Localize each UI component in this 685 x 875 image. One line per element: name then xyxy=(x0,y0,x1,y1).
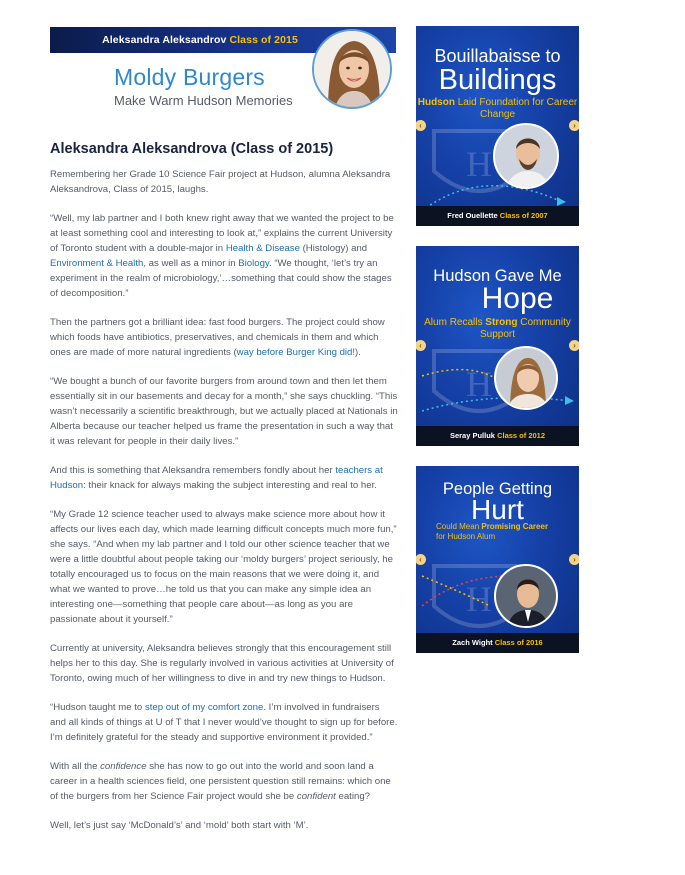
card-title-line1: Bouillabaisse to xyxy=(434,46,561,66)
paragraph-10: Well, let’s just say ‘McDonald’s’ and ‘mold’ both start with ‘M’. xyxy=(50,820,309,831)
card-footer-class: Class of 2012 xyxy=(497,431,546,440)
card-subtitle-bold: Strong xyxy=(485,317,518,328)
hero-subtitle: Make Warm Hudson Memories xyxy=(114,93,293,108)
text: eating? xyxy=(335,791,370,802)
paragraph-7: Currently at university, Aleksandra believes strongly that this encouragement still helps her to this day. She is regularly involved in various activities at University of Toronto, owing much of her willingness to dive in and try new things to Hudson. xyxy=(50,643,394,684)
text: With all the xyxy=(50,761,101,772)
text: Then the partners got a brilliant idea: fast food burgers. The project could show which foods have antibiotics, preservatives, and chemicals in them and which ones are made of more natural ingredients ( xyxy=(50,317,385,358)
svg-text:H: H xyxy=(466,144,492,184)
card-subtitle xyxy=(416,522,579,542)
text: (Histology) and xyxy=(299,243,368,254)
link-environment-health[interactable]: Environment & Health xyxy=(50,258,144,269)
paragraph-3 xyxy=(50,315,398,360)
card-title-line1: People Getting xyxy=(442,480,553,498)
card-subtitle-bold: Hudson xyxy=(417,97,455,108)
svg-text:H: H xyxy=(466,364,492,404)
chevron-left-icon[interactable]: ‹ xyxy=(416,554,426,565)
chevron-right-icon[interactable]: › xyxy=(569,554,579,565)
paragraph-8 xyxy=(50,700,398,745)
hero-strip-class: Class of 2015 xyxy=(229,34,298,46)
hero-portrait xyxy=(312,29,392,109)
article-body xyxy=(50,141,398,847)
hero-title: Moldy Burgers xyxy=(114,64,265,90)
card-footer xyxy=(416,206,579,226)
chevron-right-icon[interactable]: › xyxy=(569,120,579,131)
card-subtitle-text: Laid Foundation for Career Change xyxy=(454,97,578,120)
chevron-right-icon[interactable]: › xyxy=(569,340,579,351)
text: : their knack for always making the subject interesting and real to her. xyxy=(83,480,377,491)
paragraph-5 xyxy=(50,463,398,493)
card-title-line2: Buildings xyxy=(438,64,557,96)
promo-card-hope[interactable] xyxy=(416,246,579,446)
card-portrait xyxy=(494,564,558,628)
card-subtitle-text: Community Support xyxy=(479,317,571,340)
card-title-line1: Hudson Gave Me xyxy=(433,267,562,285)
text: she has now to go out into the world and soon land a career in a health sciences field, one persistent question still remains: which one of the burgers from her Science Fair project would she be xyxy=(50,761,391,802)
paragraph-9 xyxy=(50,759,398,804)
hero-banner xyxy=(50,27,396,109)
card-footer-class: Class of 2007 xyxy=(499,211,548,220)
card-subtitle xyxy=(416,97,579,121)
paragraph-2 xyxy=(50,211,398,301)
card-portrait xyxy=(493,123,559,189)
portrait-man-icon xyxy=(496,566,558,628)
link-comfort-zone[interactable]: step out of my comfort zone xyxy=(144,702,264,713)
card-footer-class: Class of 2016 xyxy=(494,638,543,647)
card-subtitle-text: Alum Recalls xyxy=(424,317,486,328)
card-subtitle xyxy=(416,317,579,341)
paragraph-6: “My Grade 12 science teacher used to always make science more about how it affects our lives each day, which made learning difficult concepts much more fun,” she says. “And when my lab partner and I told our other science teacher that we were a little doubtful about people taking our ‘moldy burgers’ project seriously, he totally encouraged us to focus on the main reasons that we were doing it, and what we wanted to prove…he told us that you can make any simple idea an interesting one—something that people care about—as long as you are passionate about it yourself.” xyxy=(50,509,397,625)
link-burger-king[interactable]: way before Burger King did! xyxy=(236,347,356,358)
text: ). xyxy=(355,347,361,358)
paragraph-1: Remembering her Grade 10 Science Fair project at Hudson, alumna Aleksandra Aleksandrova, Class of 2015, laughs. xyxy=(50,169,391,195)
paragraph-4: “We bought a bunch of our favorite burgers from around town and then let them essentially sit in our basements and decay for a month,” she says chuckling. “This wasn’t necessarily a scientific breakthrough, but we actually placed at Nationals in Alberta because our teacher helped us frame the presentation in such a way that it was relevant for people in their daily lives.” xyxy=(50,376,398,447)
link-health-disease[interactable]: Health & Disease xyxy=(225,243,300,254)
link-biology[interactable]: Biology xyxy=(238,258,270,269)
hero-strip-name: Aleksandra Aleksandrov xyxy=(102,34,227,46)
card-subtitle-text: Could Mean xyxy=(436,522,482,531)
card-footer-name: Fred Ouellette xyxy=(447,211,498,220)
card-subtitle-text: for Hudson Alum xyxy=(436,532,496,541)
text: “Well, my lab partner and I both knew right away that we wanted the project to be at least something cool and interesting to look at,” explains the current University of Toronto student with a double-major in xyxy=(50,213,394,254)
emphasis: confident xyxy=(296,791,336,802)
article-heading: Aleksandra Aleksandrova (Class of 2015) xyxy=(50,141,334,157)
text: And this is something that Aleksandra remembers fondly about her xyxy=(50,465,336,476)
card-footer xyxy=(416,426,579,446)
text: . “We thought, ‘let’s try an experiment in the realm of microbiology,’…something that could show the stages of decomposition.” xyxy=(50,258,392,299)
portrait-woman-icon xyxy=(314,31,392,109)
chevron-left-icon[interactable]: ‹ xyxy=(416,120,426,131)
chevron-left-icon[interactable]: ‹ xyxy=(416,340,426,351)
card-subtitle-bold: Promising Career xyxy=(481,522,549,531)
text: , as well as a minor in xyxy=(143,258,239,269)
emphasis: confidence xyxy=(100,761,147,772)
link-teachers-at-hudson[interactable]: teachers at Hudson xyxy=(50,465,383,491)
card-footer-name: Zach Wight xyxy=(452,638,493,647)
svg-text:H: H xyxy=(466,579,492,619)
promo-card-bouillabaisse[interactable] xyxy=(416,26,579,226)
card-footer-name: Seray Pulluk xyxy=(449,431,495,440)
hero-strip-text xyxy=(50,34,350,46)
text: “Hudson taught me to xyxy=(50,702,145,713)
card-title-line2: Hurt xyxy=(471,494,524,525)
card-portrait xyxy=(494,346,558,410)
promo-card-people-getting-hurt[interactable] xyxy=(416,466,579,653)
card-title-line2: Hope xyxy=(481,282,554,315)
text: . I’m involved in fundraisers and all kinds of things at U of T that I never would’ve thought to sign up for before. I’m definitely grateful for the steady and supportive environment it provided.” xyxy=(50,702,398,743)
card-footer xyxy=(416,633,579,653)
